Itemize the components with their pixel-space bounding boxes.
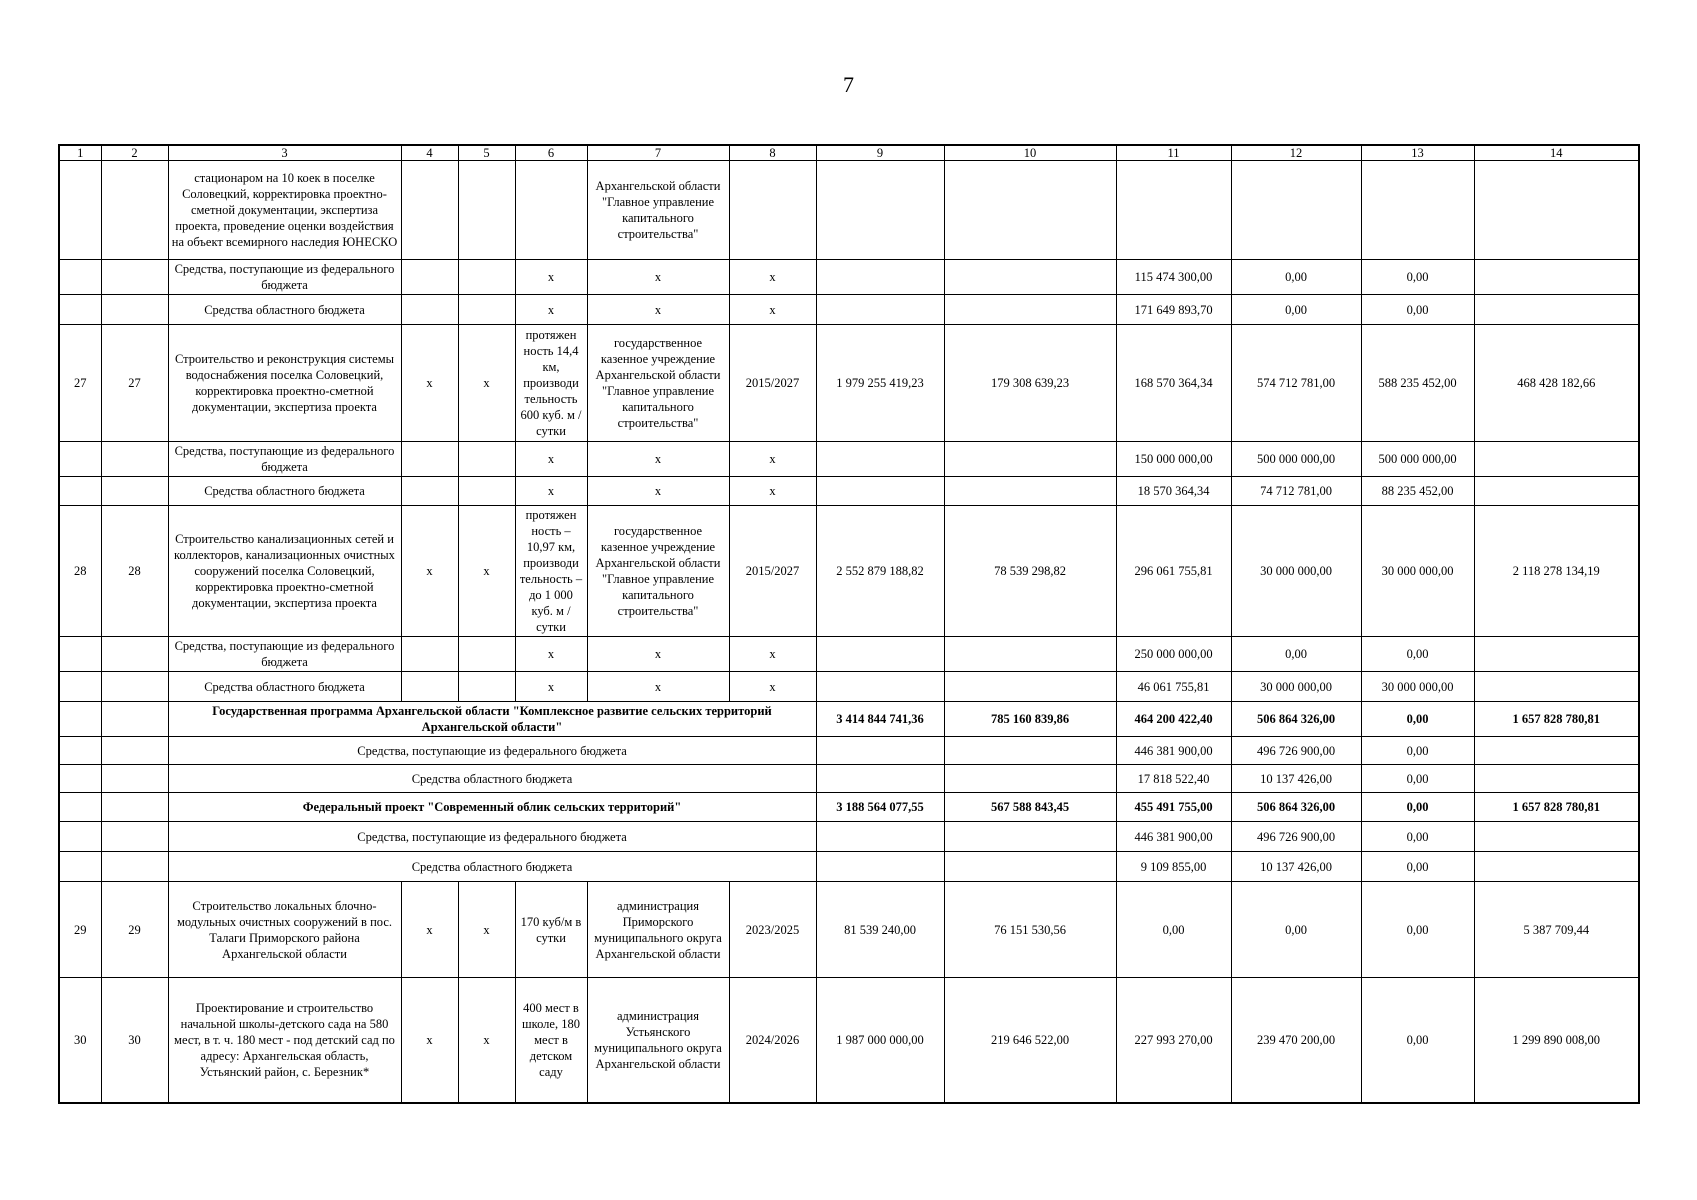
- cell: 567 588 843,45: [944, 793, 1116, 822]
- cell: 464 200 422,40: [1116, 702, 1231, 737]
- customer: государственное казенное учреждение Архангельской области "Главное управление капитального строительства": [587, 506, 729, 637]
- cell: х: [458, 882, 515, 978]
- col-header: 9: [816, 145, 944, 161]
- cell: 0,00: [1231, 260, 1361, 295]
- table-row: [59, 477, 1639, 506]
- col-header: 1: [59, 145, 101, 161]
- col-header: 13: [1361, 145, 1474, 161]
- object-name: стационаром на 10 коек в поселке Соловецкий, корректировка проектно-сметной документации, экспертиза проекта, проведение оценки воздействия на объект всемирного наследия ЮНЕСКО: [168, 161, 401, 260]
- customer: государственное казенное учреждение Архангельской области "Главное управление капитального строительства": [587, 325, 729, 442]
- cell: 0,00: [1361, 822, 1474, 852]
- cell: 0,00: [1231, 882, 1361, 978]
- table-row: [59, 672, 1639, 702]
- row-number: 30: [59, 978, 101, 1103]
- cell: 496 726 900,00: [1231, 822, 1361, 852]
- period: 2015/2027: [729, 506, 816, 637]
- cell: 5 387 709,44: [1474, 882, 1639, 978]
- cell: 2 118 278 134,19: [1474, 506, 1639, 637]
- table-row: [59, 737, 1639, 765]
- capacity: 170 куб/м в сутки: [515, 882, 587, 978]
- cell: 0,00: [1361, 793, 1474, 822]
- customer: Архангельской области "Главное управление капитального строительства": [587, 161, 729, 260]
- table-row: [59, 637, 1639, 672]
- cell: 250 000 000,00: [1116, 637, 1231, 672]
- cell: х: [515, 637, 587, 672]
- col-header: 2: [101, 145, 168, 161]
- cell: 785 160 839,86: [944, 702, 1116, 737]
- cell: х: [401, 978, 458, 1103]
- cell: х: [458, 325, 515, 442]
- cell: 1 657 828 780,81: [1474, 702, 1639, 737]
- cell: 115 474 300,00: [1116, 260, 1231, 295]
- cell: 1 299 890 008,00: [1474, 978, 1639, 1103]
- cell: х: [515, 295, 587, 325]
- cell: х: [729, 672, 816, 702]
- col-header: 8: [729, 145, 816, 161]
- cell: 506 864 326,00: [1231, 702, 1361, 737]
- table-row: [59, 442, 1639, 477]
- col-header: 7: [587, 145, 729, 161]
- table-row: [59, 295, 1639, 325]
- cell: х: [729, 442, 816, 477]
- cell: х: [587, 637, 729, 672]
- cell: х: [515, 672, 587, 702]
- project-total-row: [59, 793, 1639, 822]
- cell: 30 000 000,00: [1231, 672, 1361, 702]
- col-header: 5: [458, 145, 515, 161]
- cell: 168 570 364,34: [1116, 325, 1231, 442]
- cell: 0,00: [1116, 882, 1231, 978]
- cell: 0,00: [1361, 295, 1474, 325]
- cell: х: [729, 477, 816, 506]
- cell: 588 235 452,00: [1361, 325, 1474, 442]
- funding-source: Средства, поступающие из федерального бюджета: [168, 442, 401, 477]
- cell: х: [729, 295, 816, 325]
- row-number: 30: [101, 978, 168, 1103]
- cell: 0,00: [1361, 737, 1474, 765]
- object-name: Строительство и реконструкция системы водоснабжения поселка Соловецкий, корректировка проектно-сметной документации, экспертиза проекта: [168, 325, 401, 442]
- funding-source: Средства областного бюджета: [168, 765, 816, 793]
- table-row: [59, 882, 1639, 978]
- cell: 1 987 000 000,00: [816, 978, 944, 1103]
- cell: х: [515, 260, 587, 295]
- cell: 0,00: [1361, 765, 1474, 793]
- cell: 1 979 255 419,23: [816, 325, 944, 442]
- cell: 296 061 755,81: [1116, 506, 1231, 637]
- cell: 446 381 900,00: [1116, 822, 1231, 852]
- cell: 3 188 564 077,55: [816, 793, 944, 822]
- cell: 2 552 879 188,82: [816, 506, 944, 637]
- cell: 500 000 000,00: [1361, 442, 1474, 477]
- object-name: Строительство канализационных сетей и коллекторов, канализационных очистных сооружений поселка Соловецкий, корректировка проектно-сметной документации, экспертиза проекта: [168, 506, 401, 637]
- customer: администрация Устьянского муниципального округа Архангельской области: [587, 978, 729, 1103]
- table-row: [59, 978, 1639, 1103]
- object-name: Проектирование и строительство начальной школы-детского сада на 580 мест, в т. ч. 180 мест - под детский сад по адресу: Архангельская область, Устьянский район, с. Березник*: [168, 978, 401, 1103]
- cell: 150 000 000,00: [1116, 442, 1231, 477]
- cell: х: [587, 260, 729, 295]
- col-header: 12: [1231, 145, 1361, 161]
- customer: администрация Приморского муниципального округа Архангельской области: [587, 882, 729, 978]
- funding-source: Средства, поступающие из федерального бюджета: [168, 637, 401, 672]
- row-number: 29: [101, 882, 168, 978]
- cell: 239 470 200,00: [1231, 978, 1361, 1103]
- funding-source: Средства областного бюджета: [168, 295, 401, 325]
- program-total-row: [59, 702, 1639, 737]
- capacity: протяжен ность – 10,97 км, производи тельность – до 1 000 куб. м / сутки: [515, 506, 587, 637]
- col-header: 11: [1116, 145, 1231, 161]
- page-number: 7: [843, 72, 854, 97]
- row-number: 28: [101, 506, 168, 637]
- cell: 76 151 530,56: [944, 882, 1116, 978]
- cell: 171 649 893,70: [1116, 295, 1231, 325]
- row-number: 29: [59, 882, 101, 978]
- table-row: [59, 260, 1639, 295]
- funding-source: Средства, поступающие из федерального бюджета: [168, 260, 401, 295]
- cell: 30 000 000,00: [1231, 506, 1361, 637]
- col-header: 3: [168, 145, 401, 161]
- row-number: 28: [59, 506, 101, 637]
- cell: х: [458, 506, 515, 637]
- cell: 17 818 522,40: [1116, 765, 1231, 793]
- col-header: 4: [401, 145, 458, 161]
- table-row: [59, 822, 1639, 852]
- cell: 179 308 639,23: [944, 325, 1116, 442]
- col-header: 6: [515, 145, 587, 161]
- cell: 574 712 781,00: [1231, 325, 1361, 442]
- cell: 78 539 298,82: [944, 506, 1116, 637]
- cell: 0,00: [1361, 978, 1474, 1103]
- cell: 496 726 900,00: [1231, 737, 1361, 765]
- cell: 219 646 522,00: [944, 978, 1116, 1103]
- cell: 30 000 000,00: [1361, 506, 1474, 637]
- table-row: [59, 765, 1639, 793]
- project-title: Федеральный проект "Современный облик сельских территорий": [168, 793, 816, 822]
- cell: 1 657 828 780,81: [1474, 793, 1639, 822]
- cell: 46 061 755,81: [1116, 672, 1231, 702]
- funding-source: Средства областного бюджета: [168, 477, 401, 506]
- cell: х: [587, 477, 729, 506]
- cell: 81 539 240,00: [816, 882, 944, 978]
- cell: 10 137 426,00: [1231, 765, 1361, 793]
- cell: 227 993 270,00: [1116, 978, 1231, 1103]
- table-row: [59, 161, 1639, 260]
- table-row: [59, 325, 1639, 442]
- cell: 88 235 452,00: [1361, 477, 1474, 506]
- cell: 10 137 426,00: [1231, 852, 1361, 882]
- funding-source: Средства, поступающие из федерального бюджета: [168, 822, 816, 852]
- cell: х: [515, 477, 587, 506]
- period: 2024/2026: [729, 978, 816, 1103]
- cell: х: [401, 882, 458, 978]
- cell: х: [587, 295, 729, 325]
- col-header: 10: [944, 145, 1116, 161]
- col-header: 14: [1474, 145, 1639, 161]
- cell: х: [401, 325, 458, 442]
- cell: 468 428 182,66: [1474, 325, 1639, 442]
- object-name: Строительство локальных блочно-модульных очистных сооружений в пос. Талаги Приморского района Архангельской области: [168, 882, 401, 978]
- budget-table: [58, 144, 1640, 1104]
- cell: 0,00: [1231, 295, 1361, 325]
- cell: 30 000 000,00: [1361, 672, 1474, 702]
- funding-source: Средства областного бюджета: [168, 672, 401, 702]
- cell: 18 570 364,34: [1116, 477, 1231, 506]
- cell: 455 491 755,00: [1116, 793, 1231, 822]
- cell: х: [729, 637, 816, 672]
- cell: х: [587, 672, 729, 702]
- cell: 74 712 781,00: [1231, 477, 1361, 506]
- cell: х: [458, 978, 515, 1103]
- column-number-row: [59, 145, 1639, 161]
- capacity: 400 мест в школе, 180 мест в детском саду: [515, 978, 587, 1103]
- row-number: 27: [59, 325, 101, 442]
- cell: 0,00: [1361, 882, 1474, 978]
- cell: х: [587, 442, 729, 477]
- cell: х: [515, 442, 587, 477]
- cell: 0,00: [1361, 852, 1474, 882]
- cell: 3 414 844 741,36: [816, 702, 944, 737]
- cell: 506 864 326,00: [1231, 793, 1361, 822]
- table-row: [59, 506, 1639, 637]
- funding-source: Средства, поступающие из федерального бюджета: [168, 737, 816, 765]
- cell: 446 381 900,00: [1116, 737, 1231, 765]
- period: 2015/2027: [729, 325, 816, 442]
- cell: х: [729, 260, 816, 295]
- funding-source: Средства областного бюджета: [168, 852, 816, 882]
- cell: х: [401, 506, 458, 637]
- cell: 0,00: [1361, 637, 1474, 672]
- capacity: протяжен ность 14,4 км, производи тельность 600 куб. м / сутки: [515, 325, 587, 442]
- cell: 9 109 855,00: [1116, 852, 1231, 882]
- cell: 0,00: [1361, 702, 1474, 737]
- row-number: 27: [101, 325, 168, 442]
- cell: 500 000 000,00: [1231, 442, 1361, 477]
- table-row: [59, 852, 1639, 882]
- period: 2023/2025: [729, 882, 816, 978]
- program-title: Государственная программа Архангельской области "Комплексное развитие сельских территорий Архангельской области": [168, 702, 816, 737]
- cell: 0,00: [1231, 637, 1361, 672]
- cell: 0,00: [1361, 260, 1474, 295]
